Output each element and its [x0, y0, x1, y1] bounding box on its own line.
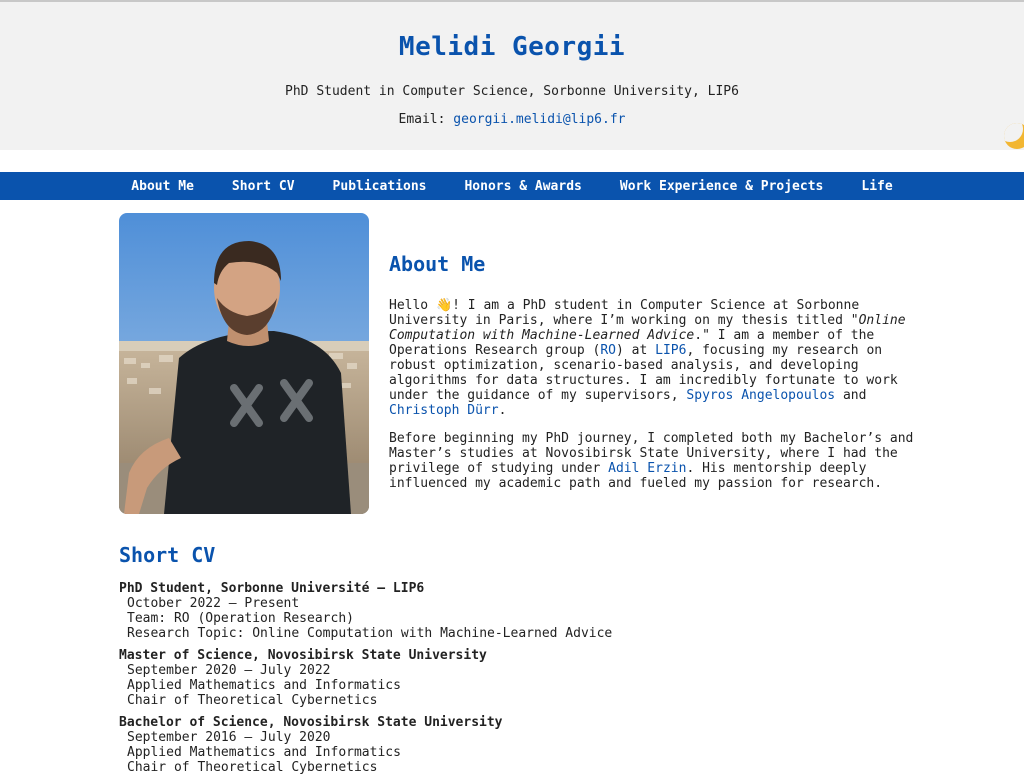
cv-entry-title: PhD Student, Sorbonne Université – LIP6 — [119, 581, 425, 596]
cv-entry — [119, 648, 919, 708]
waving-hand-icon: 👋 — [435, 298, 453, 313]
about-text: ! I am a PhD student in Computer Science at Sorbonne University in Paris, where I’m working on my thesis titled " — [389, 298, 860, 328]
about-text: Before beginning my PhD journey, I completed both my Bachelor’s and Master’s studies at Novosibirsk State University, where I had the privilege of studying under — [389, 431, 914, 476]
cv-entry — [119, 715, 919, 775]
cv-heading: Short CV — [119, 543, 216, 567]
cv-entry-line: Chair of Theoretical Cybernetics — [127, 760, 378, 775]
about-text: , focusing my research on robust optimization, scenario-based analysis, and developing algorithms for data structures. I am incredibly fortunate to work under the guidance of my supervisors, — [389, 343, 898, 403]
email-link[interactable]: georgii.melidi@lip6.fr — [453, 112, 626, 127]
cv-entry-title: Master of Science, Novosibirsk State University — [119, 648, 487, 663]
moon-icon[interactable] — [1004, 123, 1024, 149]
nav-work-experience[interactable]: Work Experience & Projects — [619, 178, 824, 194]
about-paragraph-2 — [389, 431, 919, 491]
cv-entry-title: Bachelor of Science, Novosibirsk State University — [119, 715, 503, 730]
cv-entry-line: Research Topic: Online Computation with Machine-Learned Advice — [127, 626, 613, 641]
mentor-link-erzin[interactable]: Adil Erzin — [608, 461, 687, 476]
email-line — [0, 112, 1024, 127]
profile-photo — [119, 213, 369, 514]
about-text: . — [498, 403, 507, 418]
about-text: Hello — [389, 298, 436, 313]
cv-entry-line: Team: RO (Operation Research) — [127, 611, 354, 626]
nav-honors-awards[interactable]: Honors & Awards — [464, 178, 582, 194]
about-text: ) at — [615, 343, 656, 358]
nav-about-me[interactable]: About Me — [131, 178, 194, 194]
thesis-title: Online Computation with Machine-Learned Advice — [389, 313, 906, 343]
email-label: Email: — [398, 112, 454, 127]
cv-entry-line: September 2020 – July 2022 — [127, 663, 331, 678]
about-paragraph-1 — [389, 298, 919, 418]
about-text: . His mentorship deeply influenced my academic path and fueled my passion for research. — [389, 461, 883, 491]
cv-entry-line: Chair of Theoretical Cybernetics — [127, 693, 378, 708]
about-text: and — [835, 388, 867, 403]
about-heading: About Me — [389, 252, 486, 276]
cv-entry — [119, 581, 919, 641]
cv-entry-line: October 2022 – Present — [127, 596, 300, 611]
main-nav — [0, 172, 1024, 200]
about-section — [389, 252, 919, 491]
about-text: ." I am a member of the Operations Research group ( — [389, 328, 875, 358]
site-subtitle: PhD Student in Computer Science, Sorbonne University, LIP6 — [285, 84, 739, 99]
nav-life[interactable]: Life — [861, 178, 893, 194]
nav-short-cv[interactable]: Short CV — [231, 178, 295, 194]
cv-entry-line: September 2016 – July 2020 — [127, 730, 331, 745]
supervisor-link-durr[interactable]: Christoph Dürr — [389, 403, 499, 418]
ro-link[interactable]: RO — [600, 343, 616, 358]
nav-publications[interactable]: Publications — [332, 178, 427, 194]
site-title: Melidi Georgii — [398, 32, 626, 62]
supervisor-link-angelopoulos[interactable]: Spyros Angelopoulos — [686, 388, 836, 403]
cv-entry-line: Applied Mathematics and Informatics — [127, 678, 401, 693]
cv-entry-line: Applied Mathematics and Informatics — [127, 745, 401, 760]
cv-section — [119, 543, 919, 782]
site-header — [0, 2, 1024, 150]
lip6-link[interactable]: LIP6 — [655, 343, 687, 358]
